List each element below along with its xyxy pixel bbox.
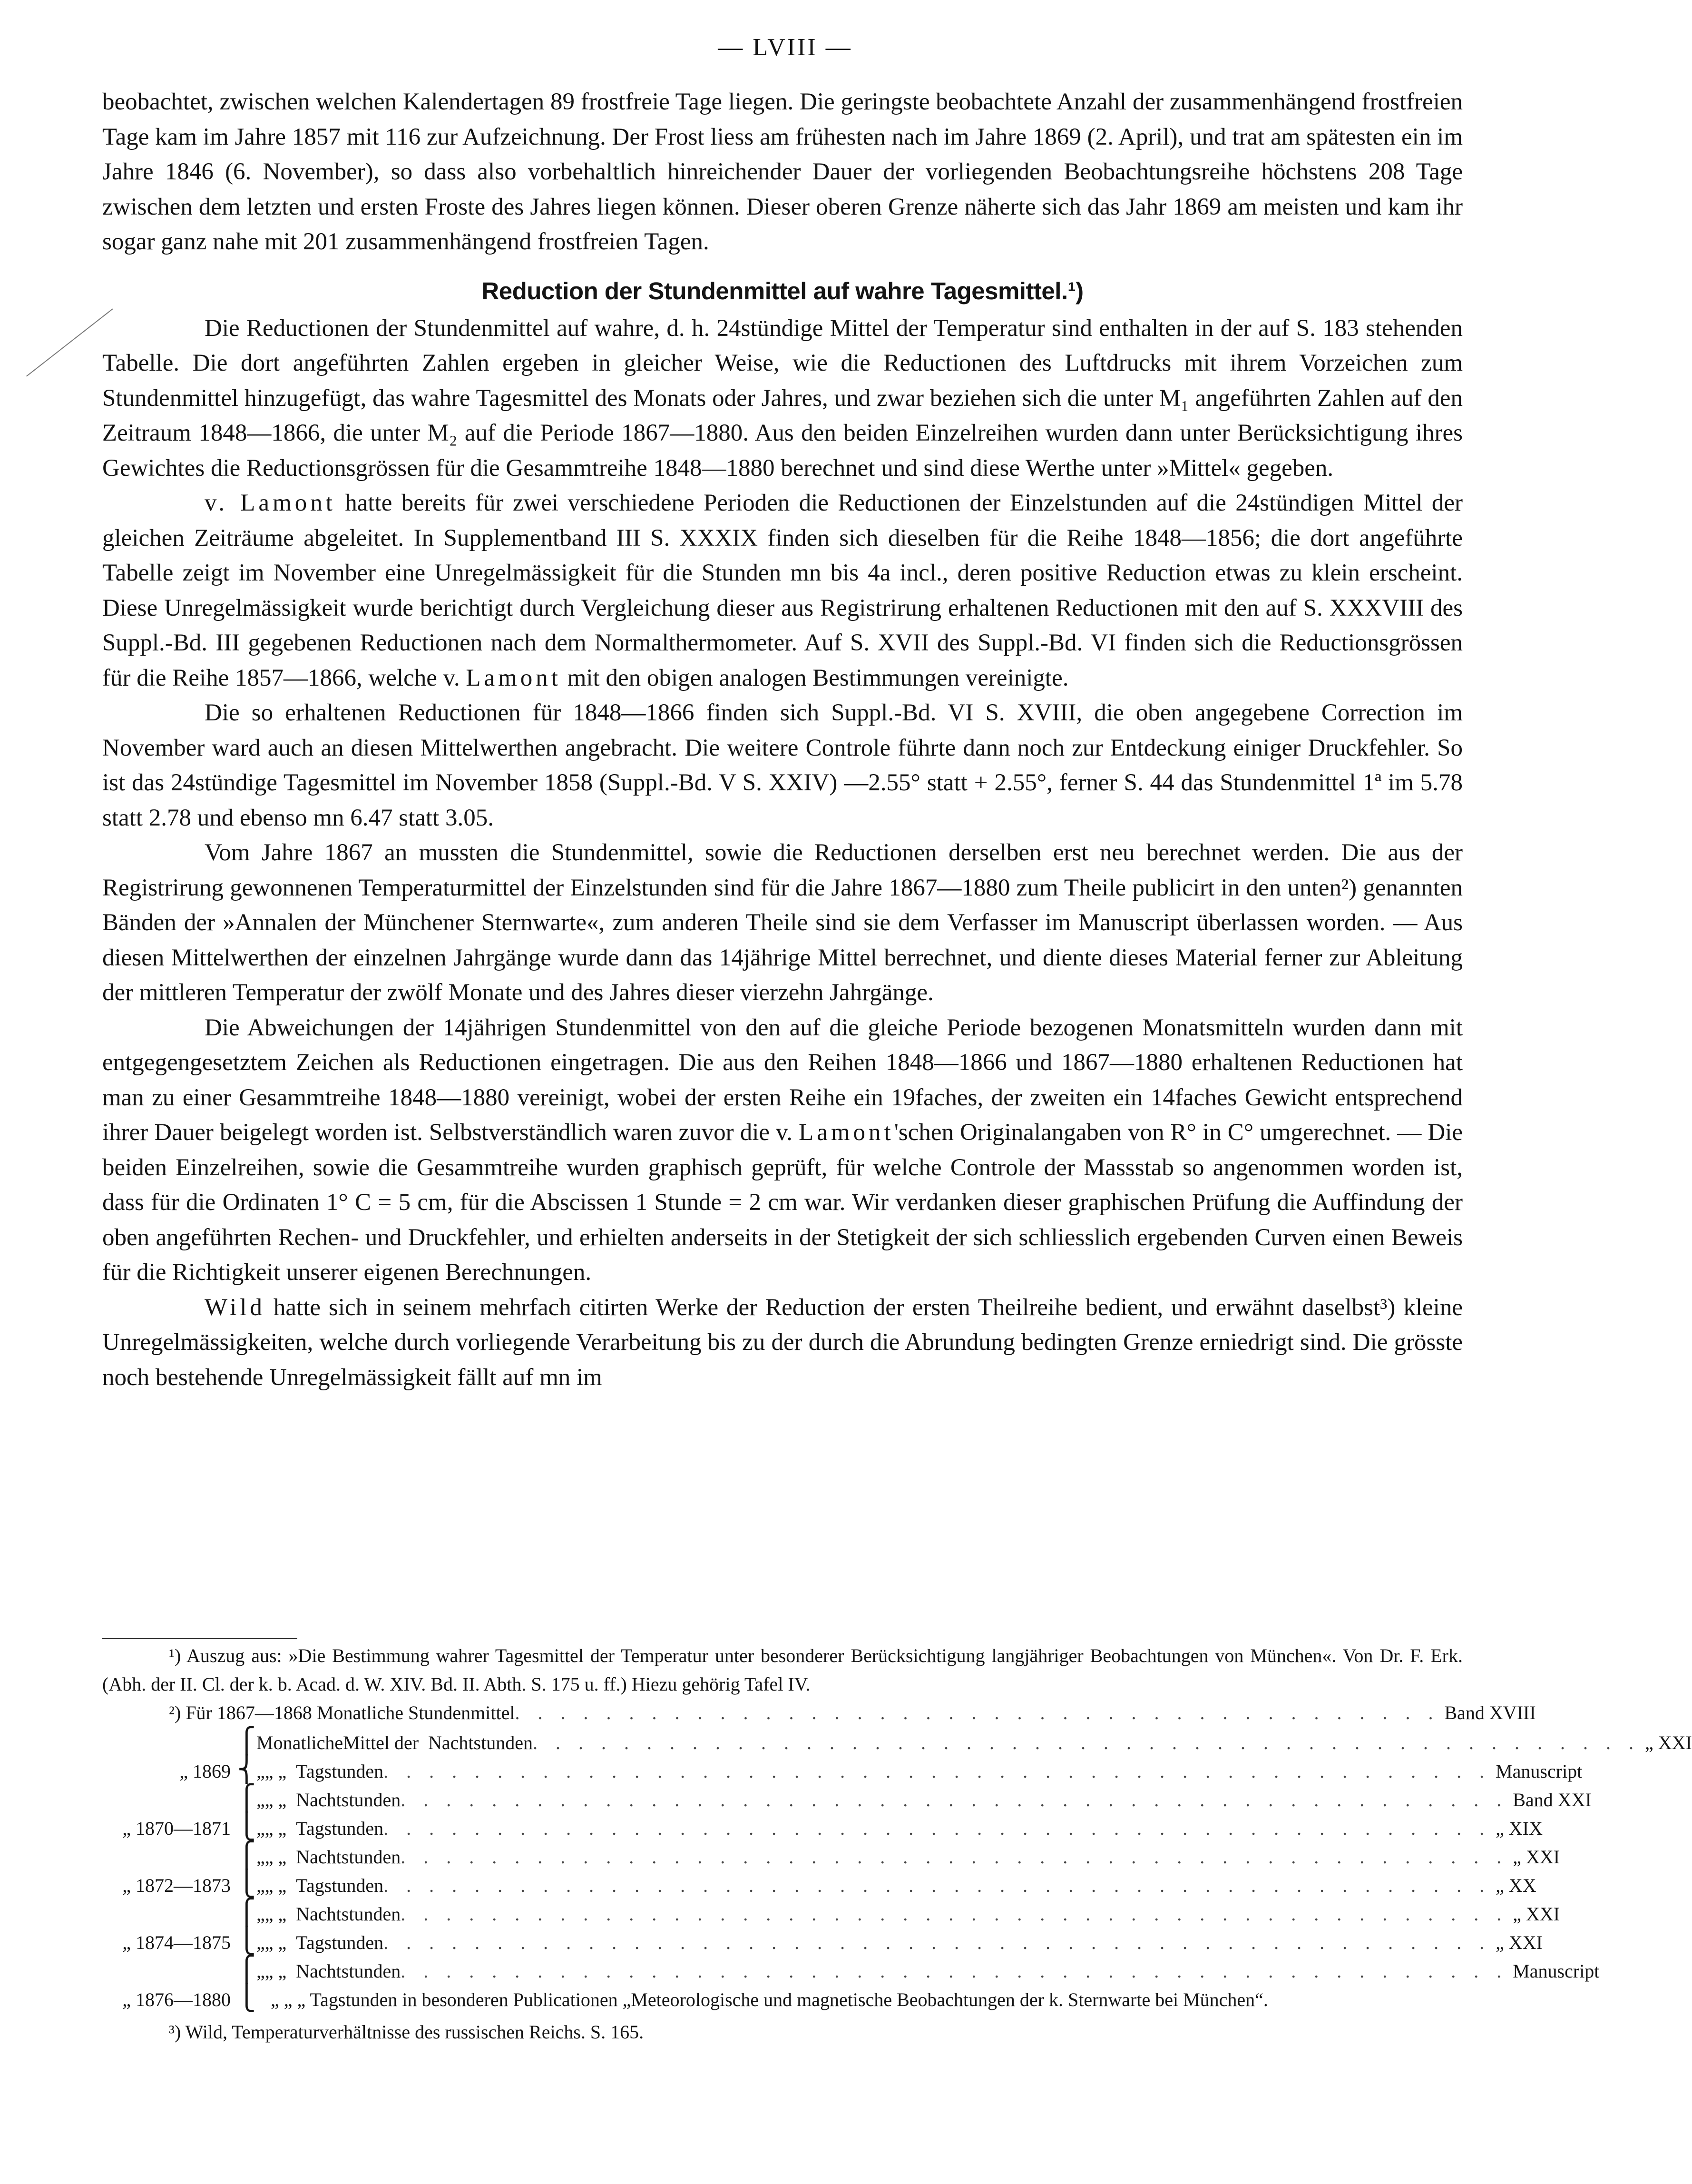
volume-reference: „ XX xyxy=(1496,1875,1536,1896)
dot-leader: . . . . . . . . . . . . . . . . . . . . . . . . . . . . . . . . . . . . . . . . . . . . . . . . . xyxy=(401,1960,1508,1982)
publication-note: „ „ „ Tagstunden in besonderen Publicationen „Meteorologische und magnetische Beobachtungen der k. Sternwarte bei München“. xyxy=(271,1989,1268,2010)
footnote-2-row xyxy=(102,1813,1543,1841)
footnote-2-first-line xyxy=(102,1699,1536,1727)
brace: ⎩ xyxy=(237,1813,256,1840)
ditto-mark: Monatliche xyxy=(256,1732,343,1753)
volume-reference: Band XXI xyxy=(1513,1789,1592,1810)
footnote-3: ³) Wild, Temperaturverhältnisse des russischen Reichs. S. 165. xyxy=(169,2021,644,2043)
footnote-2-row xyxy=(102,1956,1600,1984)
brace: ⎩ xyxy=(237,1985,256,2012)
dot-leader: . . . . . . . . . . . . . . . . . . . . . . . . . . . . . . . . . . . . . . . . . . . . . . . . . xyxy=(401,1789,1508,1810)
volume-reference: „ XXI xyxy=(1496,1932,1543,1953)
hour-type: Nachtstunden xyxy=(428,1732,533,1753)
paragraph-text: hatte sich in seinem mehrfach citirten Werke der Reduction der ersten Theilreihe bedient, und erwähnt daselbst³) kleine Unregelmässigkeiten, welche durch vorliegende Verarbeitung bis zu der durch die Abrundung bedingten Grenze erniedrigt sind. Die grösste noch bestehende Unregelmässigkeit fällt auf mn im xyxy=(102,1294,1463,1391)
hour-type: Nachtstunden xyxy=(296,1960,401,1982)
ditto-mark: „ xyxy=(256,1789,265,1810)
footnote-2-row xyxy=(102,1756,1583,1784)
ditto-mark: Mittel der xyxy=(343,1732,419,1753)
hour-type: Tagstunden xyxy=(296,1875,384,1896)
footnote-2-last-row xyxy=(102,1984,1463,2014)
ditto-mark: „ „ xyxy=(264,1761,287,1782)
volume-reference: „ XXI xyxy=(1513,1846,1560,1868)
paragraph: beobachtet, zwischen welchen Kalendertagen 89 frostfreie Tage liegen. Die geringste beobachtete Anzahl der zusammenhängend frostfreien Tage kam im Jahre 1857 mit 116 zur Aufzeichnung. Der Frost liess am frühesten nach im Jahre 1869 (2. April), und trat am spätesten ein im Jahre 1846 (6. November), so dass also vorbehaltlich hinreichender Dauer der vorliegenden Beobachtungsreihe höchstens 208 Tage zwischen dem letzten und ersten Froste des Jahres liegen können. Dieser oberen Grenze näherte sich das Jahr 1869 am meisten und kam ihr sogar ganz nahe mit 201 zusammenhängend frostfreien Tagen. xyxy=(102,89,1463,255)
hour-type: Nachtstunden xyxy=(296,1846,401,1868)
brace: ⎨ xyxy=(237,1756,256,1783)
person-name: Lamont xyxy=(799,1119,894,1146)
ditto-mark: „ „ xyxy=(264,1932,287,1953)
ditto-mark: „ xyxy=(256,1846,265,1868)
person-name: Lamont xyxy=(466,664,561,691)
footnote-2-row xyxy=(102,1841,1560,1870)
paragraph: Vom Jahre 1867 an mussten die Stundenmittel, sowie die Reductionen derselben erst neu berechnet werden. Die aus der Registrirung gewonnenen Temperaturmittel der Einzelstunden sind für die Jahre 1867—1880 zum Theile publicirt in den unten²) genannten Bänden der »Annalen der Münchener Sternwarte«, zum anderen Theile sind sie dem Verfasser im Manuscript überlassen worden. — Aus diesen Mittelwerthen der einzelnen Jahrgänge wurde dann das 14jährige Mittel berrechnet, und diente dieses Material ferner zur Ableitung der mittleren Temperatur der zwölf Monate und des Jahres dieser vierzehn Jahrgänge. xyxy=(102,839,1463,1006)
brace: ⎧ xyxy=(237,1785,256,1812)
section-heading: Reduction der Stundenmittel auf wahre Tagesmittel.¹) xyxy=(481,277,1084,305)
volume-reference: „ XXI xyxy=(1644,1732,1692,1753)
dot-leader: . . . . . . . . . . . . . . . . . . . . . . . . . . . . . . . . . . . . . . . . . . . . . . . . . xyxy=(383,1932,1491,1953)
footnote-2-row xyxy=(102,1727,1692,1756)
dot-leader: . . . . . . . . . . . . . . . . . . . . . . . . . . . . . . . . . . . . . . . . . . . . . . . . . xyxy=(532,1732,1640,1753)
volume-reference: Manuscript xyxy=(1496,1761,1583,1782)
paragraph: Die so erhaltenen Reductionen für 1848—1866 finden sich Suppl.-Bd. VI S. XVIII, die oben angegebene Correction im November ward auch an diesen Mittelwerthen angebracht. Die weitere Controle führte dann noch zur Entdeckung einiger Druckfehler. So ist das 24stündige Tagesmittel im November 1858 (Suppl.-Bd. V S. XXIV) —2.55° statt + 2.55°, ferner S. 44 das Stundenmittel 1ª im 5.78 statt 2.78 und ebenso mn 6.47 statt 3.05. xyxy=(102,699,1463,831)
year-range: „ 1876—1880 xyxy=(122,1989,231,2010)
ditto-mark: „ xyxy=(256,1818,265,1839)
footnote-2-row xyxy=(102,1784,1592,1813)
paragraph-text: 'schen Originalangaben von R° in C° umgerechnet. — Die beiden Einzelreihen, sowie die Gesammtreihe wurden graphisch geprüft, für welche Controle der Massstab so angenommen worden ist, dass für die Ordinaten 1° C = 5 cm, für die Abscissen 1 Stunde = 2 cm war. Wir verdanken dieser graphischen Prüfung die Auffindung der oben angeführten Rechen- und Druckfehler, und erhielten anderseits in der Stetigkeit der sich schliesslich ergebenden Curven einen Beweis für die Richtigkeit unserer eigenen Berechnungen. xyxy=(102,1119,1463,1286)
page-number: — LVIII — xyxy=(718,34,852,61)
dot-leader: . . . . . . . . . . . . . . . . . . . . . . . . . . . . . . . . . . . . . . . . . . . . . . . . . xyxy=(383,1761,1491,1782)
footnote-2-row xyxy=(102,1899,1560,1927)
person-name: Wild xyxy=(205,1294,265,1321)
paragraph xyxy=(102,486,1463,696)
footnote-1: ¹) Auszug aus: »Die Bestimmung wahrer Tagesmittel der Temperatur unter besonderer Berücksichtigung langjähriger Beobachtungen von München«. Von Dr. F. Erk. (Abh. der II. Cl. der k. b. Acad. d. W. XIV. Bd. II. Abth. S. 175 u. ff.) Hiezu gehörig Tafel IV. xyxy=(102,1645,1463,1695)
ditto-mark: „ xyxy=(256,1903,265,1925)
hour-type: Nachtstunden xyxy=(296,1903,401,1925)
hour-type: Tagstunden xyxy=(296,1932,384,1953)
footnote-2-row xyxy=(102,1870,1536,1899)
ditto-mark: „ „ xyxy=(264,1846,287,1868)
ditto-mark: „ „ xyxy=(264,1960,287,1982)
footnote-2-text: ²) Für 1867—1868 Monatliche Stundenmittel xyxy=(169,1702,515,1723)
year-range: „ 1874—1875 xyxy=(122,1932,231,1953)
scan-mark xyxy=(26,308,113,376)
ditto-mark: „ xyxy=(256,1761,265,1782)
ditto-mark: „ „ xyxy=(264,1789,287,1810)
dot-leader: . . . . . . . . . . . . . . . . . . . . . . . . . . . . . . . . . . . . . . . . . . . . . . . . . xyxy=(383,1875,1491,1896)
dot-leader: . . . . . . . . . . . . . . . . . . . . . . . . . . . . . . . . . . . . . . . . . . . . . . . . . xyxy=(401,1846,1508,1868)
paragraph xyxy=(102,1290,1463,1396)
hour-type: Tagstunden xyxy=(296,1818,384,1839)
footnotes xyxy=(102,1642,1692,2046)
dot-leader: . . . . . . . . . . . . . . . . . . . . . . . . . . . . . . . . . . . . . . . . . . . . . . . . . xyxy=(383,1818,1491,1839)
ditto-mark: „ „ xyxy=(264,1818,287,1839)
brace: ⎧ xyxy=(237,1899,256,1926)
paragraph: Die Reductionen der Stundenmittel auf wahre, d. h. 24stündige Mittel der Temperatur sind enthalten in der auf S. 183 stehenden Tabelle. Die dort angeführten Zahlen ergeben in gleicher Weise, wie die Reductionen des Luftdrucks mit ihrem Vorzeichen zum Stundenmittel hinzugefügt, das wahre Tagesmittel des Monats oder Jahres, und zwar beziehen sich die unter M₁ angeführten Zahlen auf den Zeitraum 1848—1866, die unter M₂ auf die Periode 1867—1880. Aus den beiden Einzelreihen wurden dann unter Berücksichtigung ihres Gewichtes die Reductionsgrössen für die Gesammtreihe 1848—1880 berechnet und sind diese Werthe unter »Mittel« gegeben. xyxy=(102,315,1463,482)
brace: ⎧ xyxy=(237,1956,256,1983)
brace: ⎧ xyxy=(237,1728,256,1755)
ditto-mark: „ „ xyxy=(264,1875,287,1896)
volume-reference: Manuscript xyxy=(1513,1960,1600,1982)
hour-type: Tagstunden xyxy=(296,1761,384,1782)
person-name: v. Lamont xyxy=(205,490,336,516)
brace: ⎩ xyxy=(237,1870,256,1898)
footnote-rule xyxy=(102,1638,297,1639)
paragraph-text: Die Abweichungen der 14jährigen Stundenmittel von den auf die gleiche Periode bezogenen Monatsmitteln wurden dann mit entgegengesetztem Zeichen als Reductionen eingetragen. Die aus den Reihen 1848—1866 und 1867—1880 erhaltenen Reductionen hat man zu einer Gesammtreihe 1848—1880 vereinigt, wobei der ersten Reihe ein 19faches, der zweiten ein 14faches Gewicht entsprechend ihrer Dauer beigelegt worden ist. Selbstverständlich waren zuvor die v. xyxy=(102,1014,1463,1146)
ditto-mark: „ „ xyxy=(264,1903,287,1925)
footnote-2-row xyxy=(102,1927,1543,1956)
ditto-mark: „ xyxy=(256,1875,265,1896)
ditto-mark: „ xyxy=(256,1960,265,1982)
main-text xyxy=(102,85,1463,1395)
dot-leader: . . . . . . . . . . . . . . . . . . . . . . . . . . . . . . . . . . . . . . . . . . . . . . . . . xyxy=(401,1903,1508,1925)
brace: ⎩ xyxy=(237,1928,256,1955)
dot-leader: . . . . . . . . . . . . . . . . . . . . . . . . . . . . . . . . . . . . . . . . . xyxy=(515,1702,1440,1723)
paragraph-text: mit den obigen analogen Bestimmungen vereinigte. xyxy=(561,664,1069,691)
year-range: „ 1869 xyxy=(179,1761,231,1782)
year-range: „ 1872—1873 xyxy=(122,1875,231,1896)
ditto-mark: „ xyxy=(256,1932,265,1953)
volume-reference: Band XVIII xyxy=(1444,1702,1536,1723)
hour-type: Nachtstunden xyxy=(296,1789,401,1810)
volume-reference: „ XIX xyxy=(1496,1818,1543,1839)
brace: ⎧ xyxy=(237,1842,256,1869)
year-range: „ 1870—1871 xyxy=(122,1818,231,1839)
paragraph xyxy=(102,1011,1463,1290)
footnote-2-rows xyxy=(102,1727,1692,1984)
volume-reference: „ XXI xyxy=(1513,1903,1560,1925)
paragraph-text: hatte bereits für zwei verschiedene Perioden die Reductionen der Einzelstunden auf die 24stündigen Mittel der gleichen Zeiträume abgeleitet. In Supplementband III S. XXXIX finden sich dieselben für die Reihe 1848—1856; die dort angeführte Tabelle zeigt im November eine Unregelmässigkeit für die Stunden mn bis 4a incl., deren positive Reduction etwas zu klein erscheint. Diese Unregelmässigkeit wurde berichtigt durch Vergleichung dieser aus Registrirung erhaltenen Reductionen mit den auf S. XXXVIII des Suppl.-Bd. III gegebenen Reductionen nach dem Normalthermometer. Auf S. XVII des Suppl.-Bd. VI finden sich die Reductionsgrössen für die Reihe 1857—1866, welche v. xyxy=(102,490,1463,691)
